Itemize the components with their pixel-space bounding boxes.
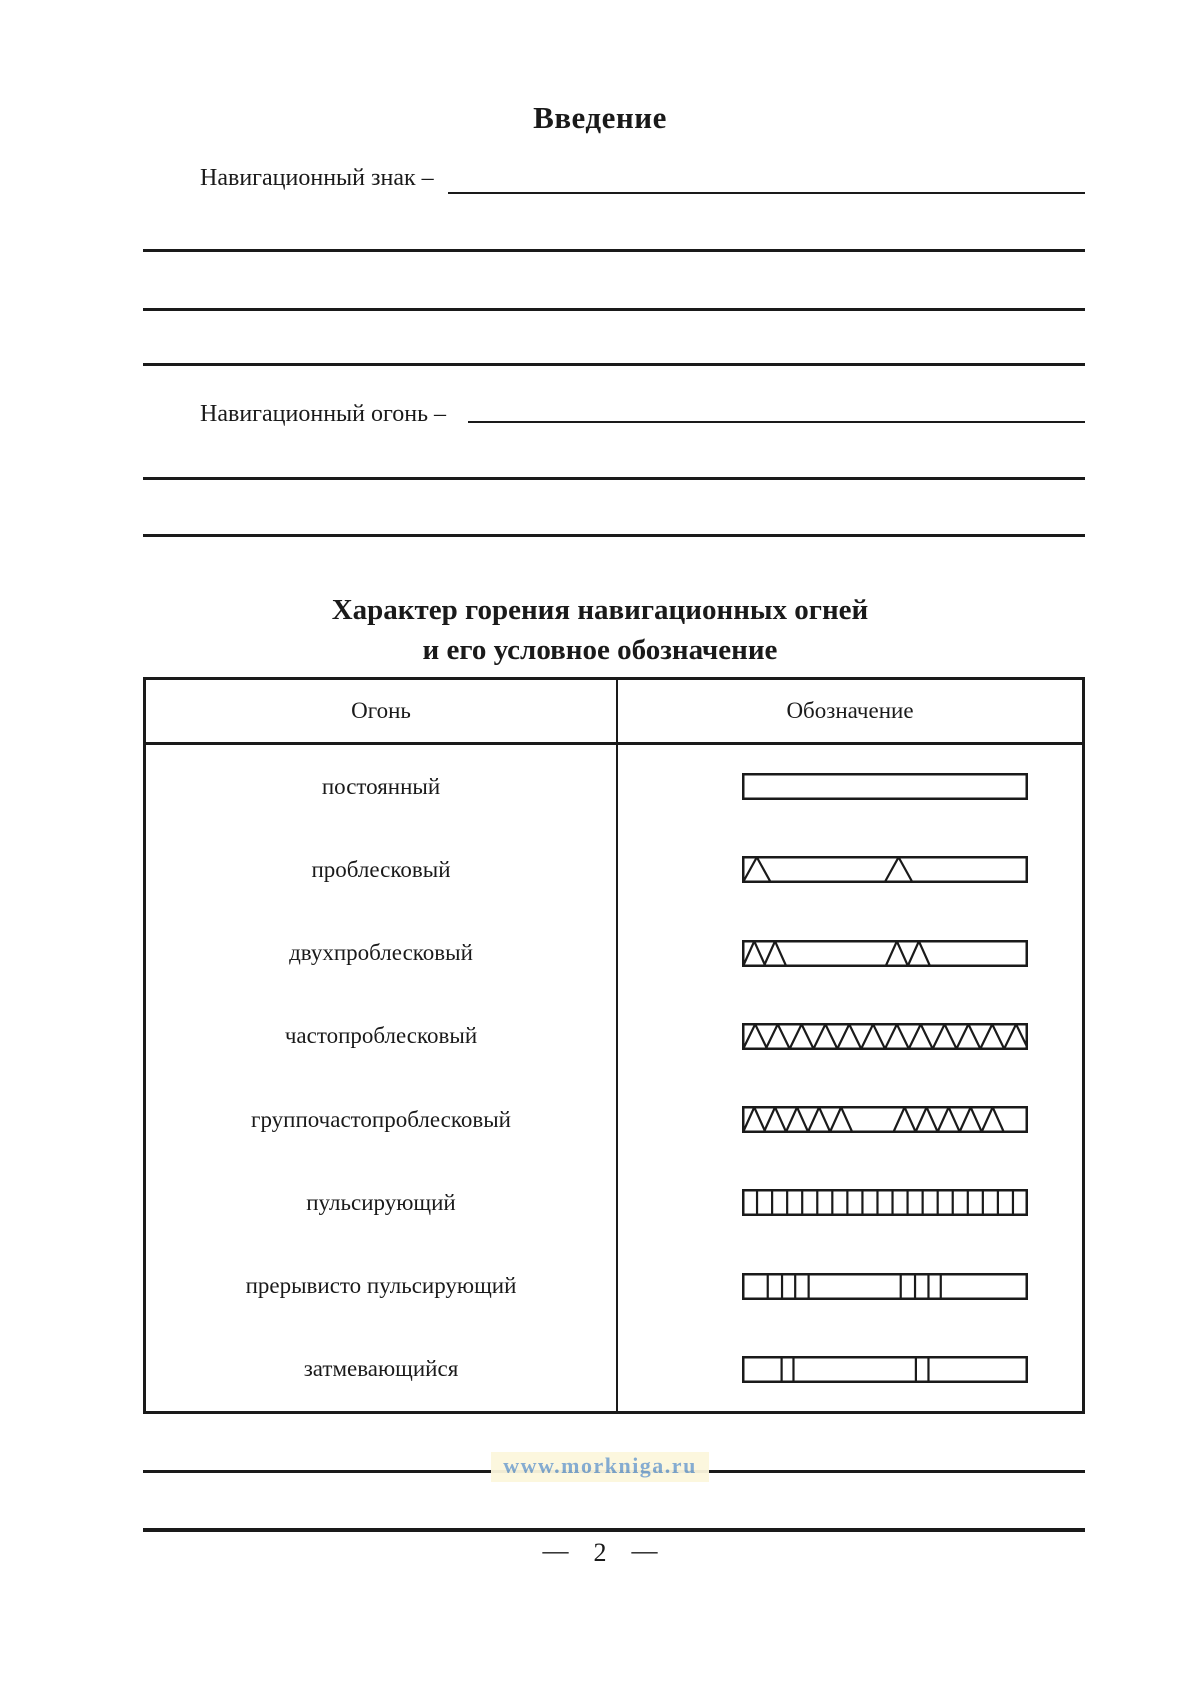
fill-in-underline [448,192,1085,194]
row-symbol-cell [616,1161,1082,1244]
table-header-row [146,680,1082,745]
fill-in-line [143,363,1085,366]
row-symbol-cell [616,1078,1082,1161]
fill-in-line [143,249,1085,252]
page-number: 2 [593,1538,607,1567]
fill-in-underline [468,421,1085,423]
footer-dash-right: — [631,1536,658,1565]
light-pattern-double-flashing-icon [742,940,1028,967]
light-pattern-pulsating-icon [742,1189,1028,1216]
table-header-light: Огонь [351,698,411,723]
section-title-line2: и его условное обозначение [422,634,778,666]
page-footer [0,1538,1200,1568]
row-symbol-cell [616,745,1082,828]
row-label: прерывисто пульсирующий [245,1273,517,1299]
row-symbol-cell [616,995,1082,1078]
light-characteristics-table [143,677,1085,1414]
row-symbol-cell [616,1245,1082,1328]
light-pattern-quick-flashing-icon [742,1023,1028,1050]
table-row [146,1078,1082,1161]
row-symbol-cell [616,912,1082,995]
table-row [146,912,1082,995]
row-label: частопроблесковый [284,1023,478,1049]
fill-in-line [143,534,1085,537]
section-title [0,590,1200,670]
definition-label-nav-sign: Навигационный знак – [200,165,434,191]
row-label: проблесковый [311,856,451,882]
table-row [146,995,1082,1078]
light-pattern-constant-icon [742,773,1028,800]
fill-in-line [143,308,1085,311]
definition-label-nav-light: Навигационный огонь – [200,401,447,427]
row-label: группочастопроблесковый [251,1106,511,1132]
light-pattern-group-quick-flashing-icon [742,1106,1028,1133]
table-row [146,1161,1082,1244]
table-row [146,745,1082,828]
page-title: Введение [533,100,667,135]
light-pattern-interrupted-pulsating-icon [742,1273,1028,1300]
watermark [0,1452,1200,1482]
table-row [146,1328,1082,1411]
watermark-text: www.morkniga.ru [491,1452,709,1482]
row-label: пульсирующий [306,1189,456,1215]
table-header-designation: Обозначение [616,680,1082,742]
table-row [146,828,1082,911]
light-pattern-occulting-icon [742,1356,1028,1383]
row-label: двухпроблесковый [289,940,473,966]
footer-dash-left: — [542,1536,569,1565]
fill-in-line [143,1528,1085,1532]
section-title-line1: Характер горения навигационных огней [331,594,869,626]
row-label: затмевающийся [303,1356,459,1382]
table-body [146,745,1082,1411]
row-symbol-cell [616,1328,1082,1411]
light-pattern-flashing-icon [742,856,1028,883]
row-label: постоянный [321,773,441,799]
row-symbol-cell [616,828,1082,911]
fill-in-line [143,477,1085,480]
table-row [146,1245,1082,1328]
